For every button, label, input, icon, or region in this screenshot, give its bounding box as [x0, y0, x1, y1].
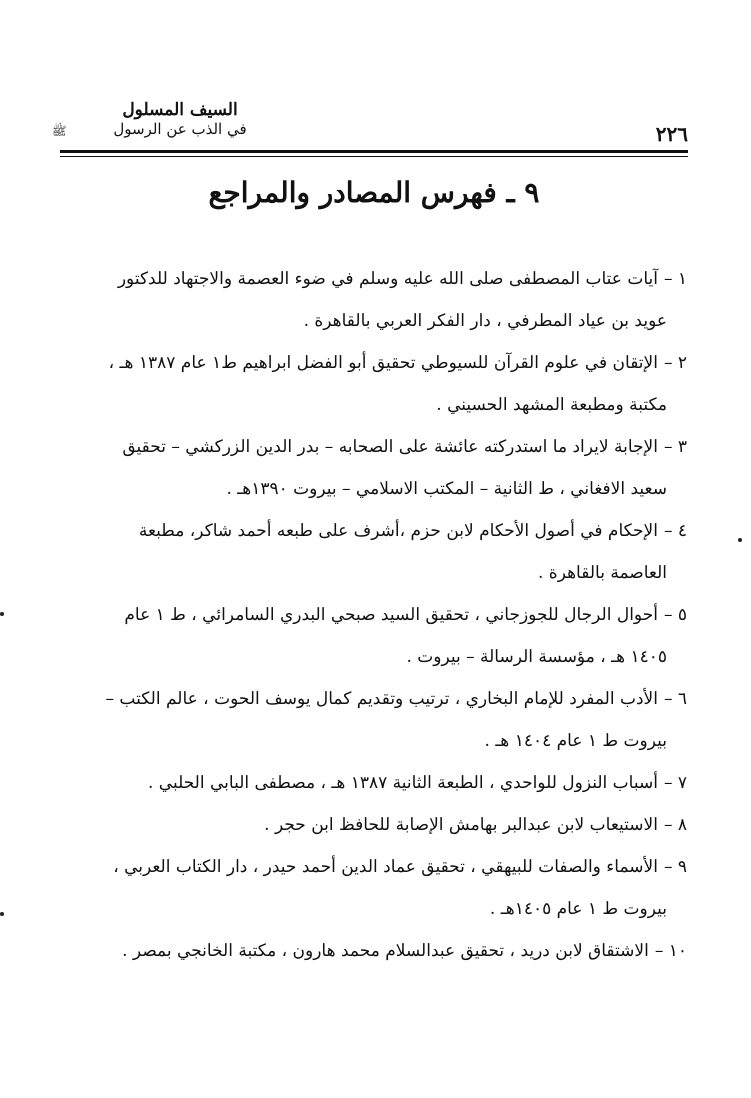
reference-text-line-2: العاصمة بالقاهرة . [538, 563, 667, 583]
scan-speck [0, 612, 4, 616]
reference-item [63, 930, 687, 972]
reference-item [63, 258, 687, 342]
reference-number: ١ – [663, 269, 687, 289]
reference-text-line-2: بيروت ط ١ عام ١٤٠٤ هـ . [484, 731, 667, 751]
reference-text-line-2: عويد بن عياد المطرفي ، دار الفكر العربي بالقاهرة . [303, 311, 667, 331]
reference-number: ٥ – [663, 605, 687, 625]
reference-item [63, 594, 687, 678]
reference-item [63, 762, 687, 804]
scan-speck [738, 538, 742, 542]
reference-number: ٨ – [663, 815, 687, 835]
reference-number: ٧ – [663, 773, 687, 793]
scan-speck [0, 912, 4, 916]
reference-text-line-1: الإحكام في أصول الأحكام لابن حزم ،أشرف على طبعه أحمد شاكر، مطبعة [138, 521, 658, 541]
reference-item [63, 804, 687, 846]
reference-item [63, 342, 687, 426]
reference-item [63, 510, 687, 594]
book-title [52, 100, 300, 138]
reference-item [63, 426, 687, 510]
reference-text-line-2: سعيد الافغاني ، ط الثانية – المكتب الاسلامي – بيروت ١٣٩٠هـ . [226, 479, 667, 499]
reference-text-line-1: الأسماء والصفات للبيهقي ، تحقيق عماد الدين أحمد حيدر ، دار الكتاب العربي ، [113, 857, 658, 877]
reference-text-line-1: الاستيعاب لابن عبدالبر بهامش الإصابة للحافظ ابن حجر . [264, 815, 658, 835]
reference-text-line-1: آيات عتاب المصطفى صلى الله عليه وسلم في ضوء العصمة والاجتهاد للدكتور [117, 269, 658, 289]
reference-number: ٣ – [663, 437, 687, 457]
reference-text-line-2: مكتبة ومطبعة المشهد الحسيني . [436, 395, 667, 415]
reference-text-line-1: الإجابة لايراد ما استدركته عائشة على الصحابه – بدر الدين الزركشي – تحقيق [122, 437, 658, 457]
reference-number: ٦ – [663, 689, 687, 709]
reference-text-line-1: الأدب المفرد للإمام البخاري ، ترتيب وتقديم كمال يوسف الحوت ، عالم الكتب – [105, 689, 658, 709]
reference-number: ٩ – [663, 857, 687, 877]
page-number: ٢٢٦ [655, 122, 688, 146]
header-rule-thin [60, 156, 688, 157]
header-rule-thick [60, 150, 688, 153]
reference-text-line-1: أسباب النزول للواحدي ، الطبعة الثانية ١٣٨٧ هـ ، مصطفى البابي الحلبي . [147, 773, 658, 793]
reference-list [63, 258, 687, 972]
book-title-line-2: في الذب عن الرسول [113, 120, 247, 138]
reference-text-line-1: الإتقان في علوم القرآن للسيوطي تحقيق أبو الفضل ابراهيم ط١ عام ١٣٨٧ هـ ، [108, 353, 658, 373]
reference-text-line-2: ١٤٠٥ هـ ، مؤسسة الرسالة – بيروت . [406, 647, 667, 667]
running-header [52, 100, 688, 152]
reference-text-line-1: الاشتقاق لابن دريد ، تحقيق عبدالسلام محمد هارون ، مكتبة الخانجي بمصر . [122, 941, 649, 961]
reference-number: ٤ – [663, 521, 687, 541]
reference-number: ٢ – [663, 353, 687, 373]
reference-text-line-1: أحوال الرجال للجوزجاني ، تحقيق السيد صبحي البدري السامرائي ، ط ١ عام [124, 605, 658, 625]
reference-item [63, 846, 687, 930]
reference-text-line-2: بيروت ط ١ عام ١٤٠٥هـ . [489, 899, 667, 919]
reference-number: ١٠ – [654, 941, 687, 961]
section-title: ٩ ـ فهرس المصادر والمراجع [208, 176, 540, 209]
reference-item [63, 678, 687, 762]
book-title-line-1: السيف المسلول [122, 100, 238, 120]
honorific-glyph: ﷺ [52, 124, 67, 138]
